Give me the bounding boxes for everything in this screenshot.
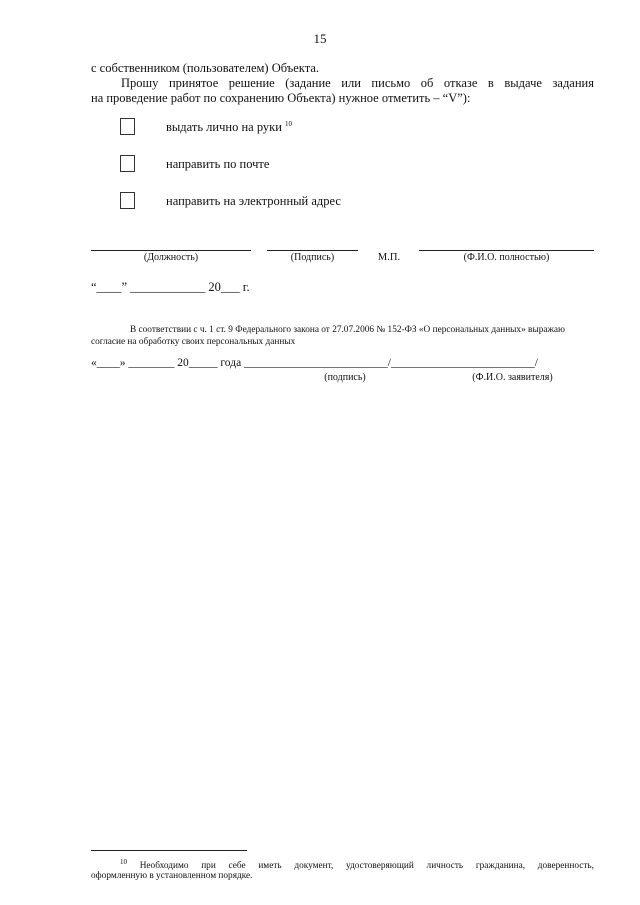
fio-line[interactable] — [419, 250, 594, 251]
intro-line-3: на проведение работ по сохранению Объекта) нужное отметить – “V”): — [91, 91, 471, 105]
option-checkbox-email[interactable] — [120, 192, 135, 209]
footnote-ref: 10 — [285, 120, 293, 128]
fio-caption: (Ф.И.О. полностью) — [463, 252, 550, 263]
date-line[interactable]: “____” ____________ 20___ г. — [91, 280, 250, 294]
position-line[interactable] — [91, 250, 251, 251]
consent-fio-caption: (Ф.И.О. заявителя) — [472, 372, 553, 383]
option-label-in-person — [166, 120, 292, 135]
consent-sign-caption: (подпись) — [324, 372, 366, 383]
option-label-in-person-text: выдать лично на руки — [166, 120, 282, 135]
sign-caption: (Подпись) — [290, 252, 335, 263]
footnote-line-2: оформленную в установленном порядке. — [91, 871, 253, 881]
option-label-email: направить на электронный адрес — [166, 194, 341, 208]
option-checkbox-mail[interactable] — [120, 155, 135, 172]
consent-line-2: согласие на обработку своих персональных данных — [91, 337, 296, 347]
position-caption: (Должность) — [143, 252, 199, 263]
intro-line-2: Прошу принятое решение (задание или письмо об отказе в выдаче задания — [121, 76, 594, 90]
footnote-separator — [91, 850, 247, 851]
page-number: 15 — [313, 31, 327, 46]
sign-line[interactable] — [267, 250, 358, 251]
stamp-label: М.П. — [377, 252, 401, 263]
option-checkbox-in-person[interactable] — [120, 118, 135, 135]
footnote-line-1 — [120, 858, 594, 871]
footnote-number: 10 — [120, 858, 127, 866]
intro-line-1: с собственником (пользователем) Объекта. — [91, 61, 320, 75]
option-label-mail: направить по почте — [166, 157, 270, 171]
footnote-line-1-text: Необходимо при себе иметь документ, удостоверяющий личность гражданина, доверенность, — [139, 861, 594, 872]
consent-line-1: В соответствии с ч. 1 ст. 9 Федерального закона от 27.07.2006 № 152-ФЗ «О персональных данных» выражаю — [130, 325, 565, 335]
consent-date-row[interactable]: «____» ________ 20_____ года _________________________/_________________________/ — [91, 357, 538, 369]
